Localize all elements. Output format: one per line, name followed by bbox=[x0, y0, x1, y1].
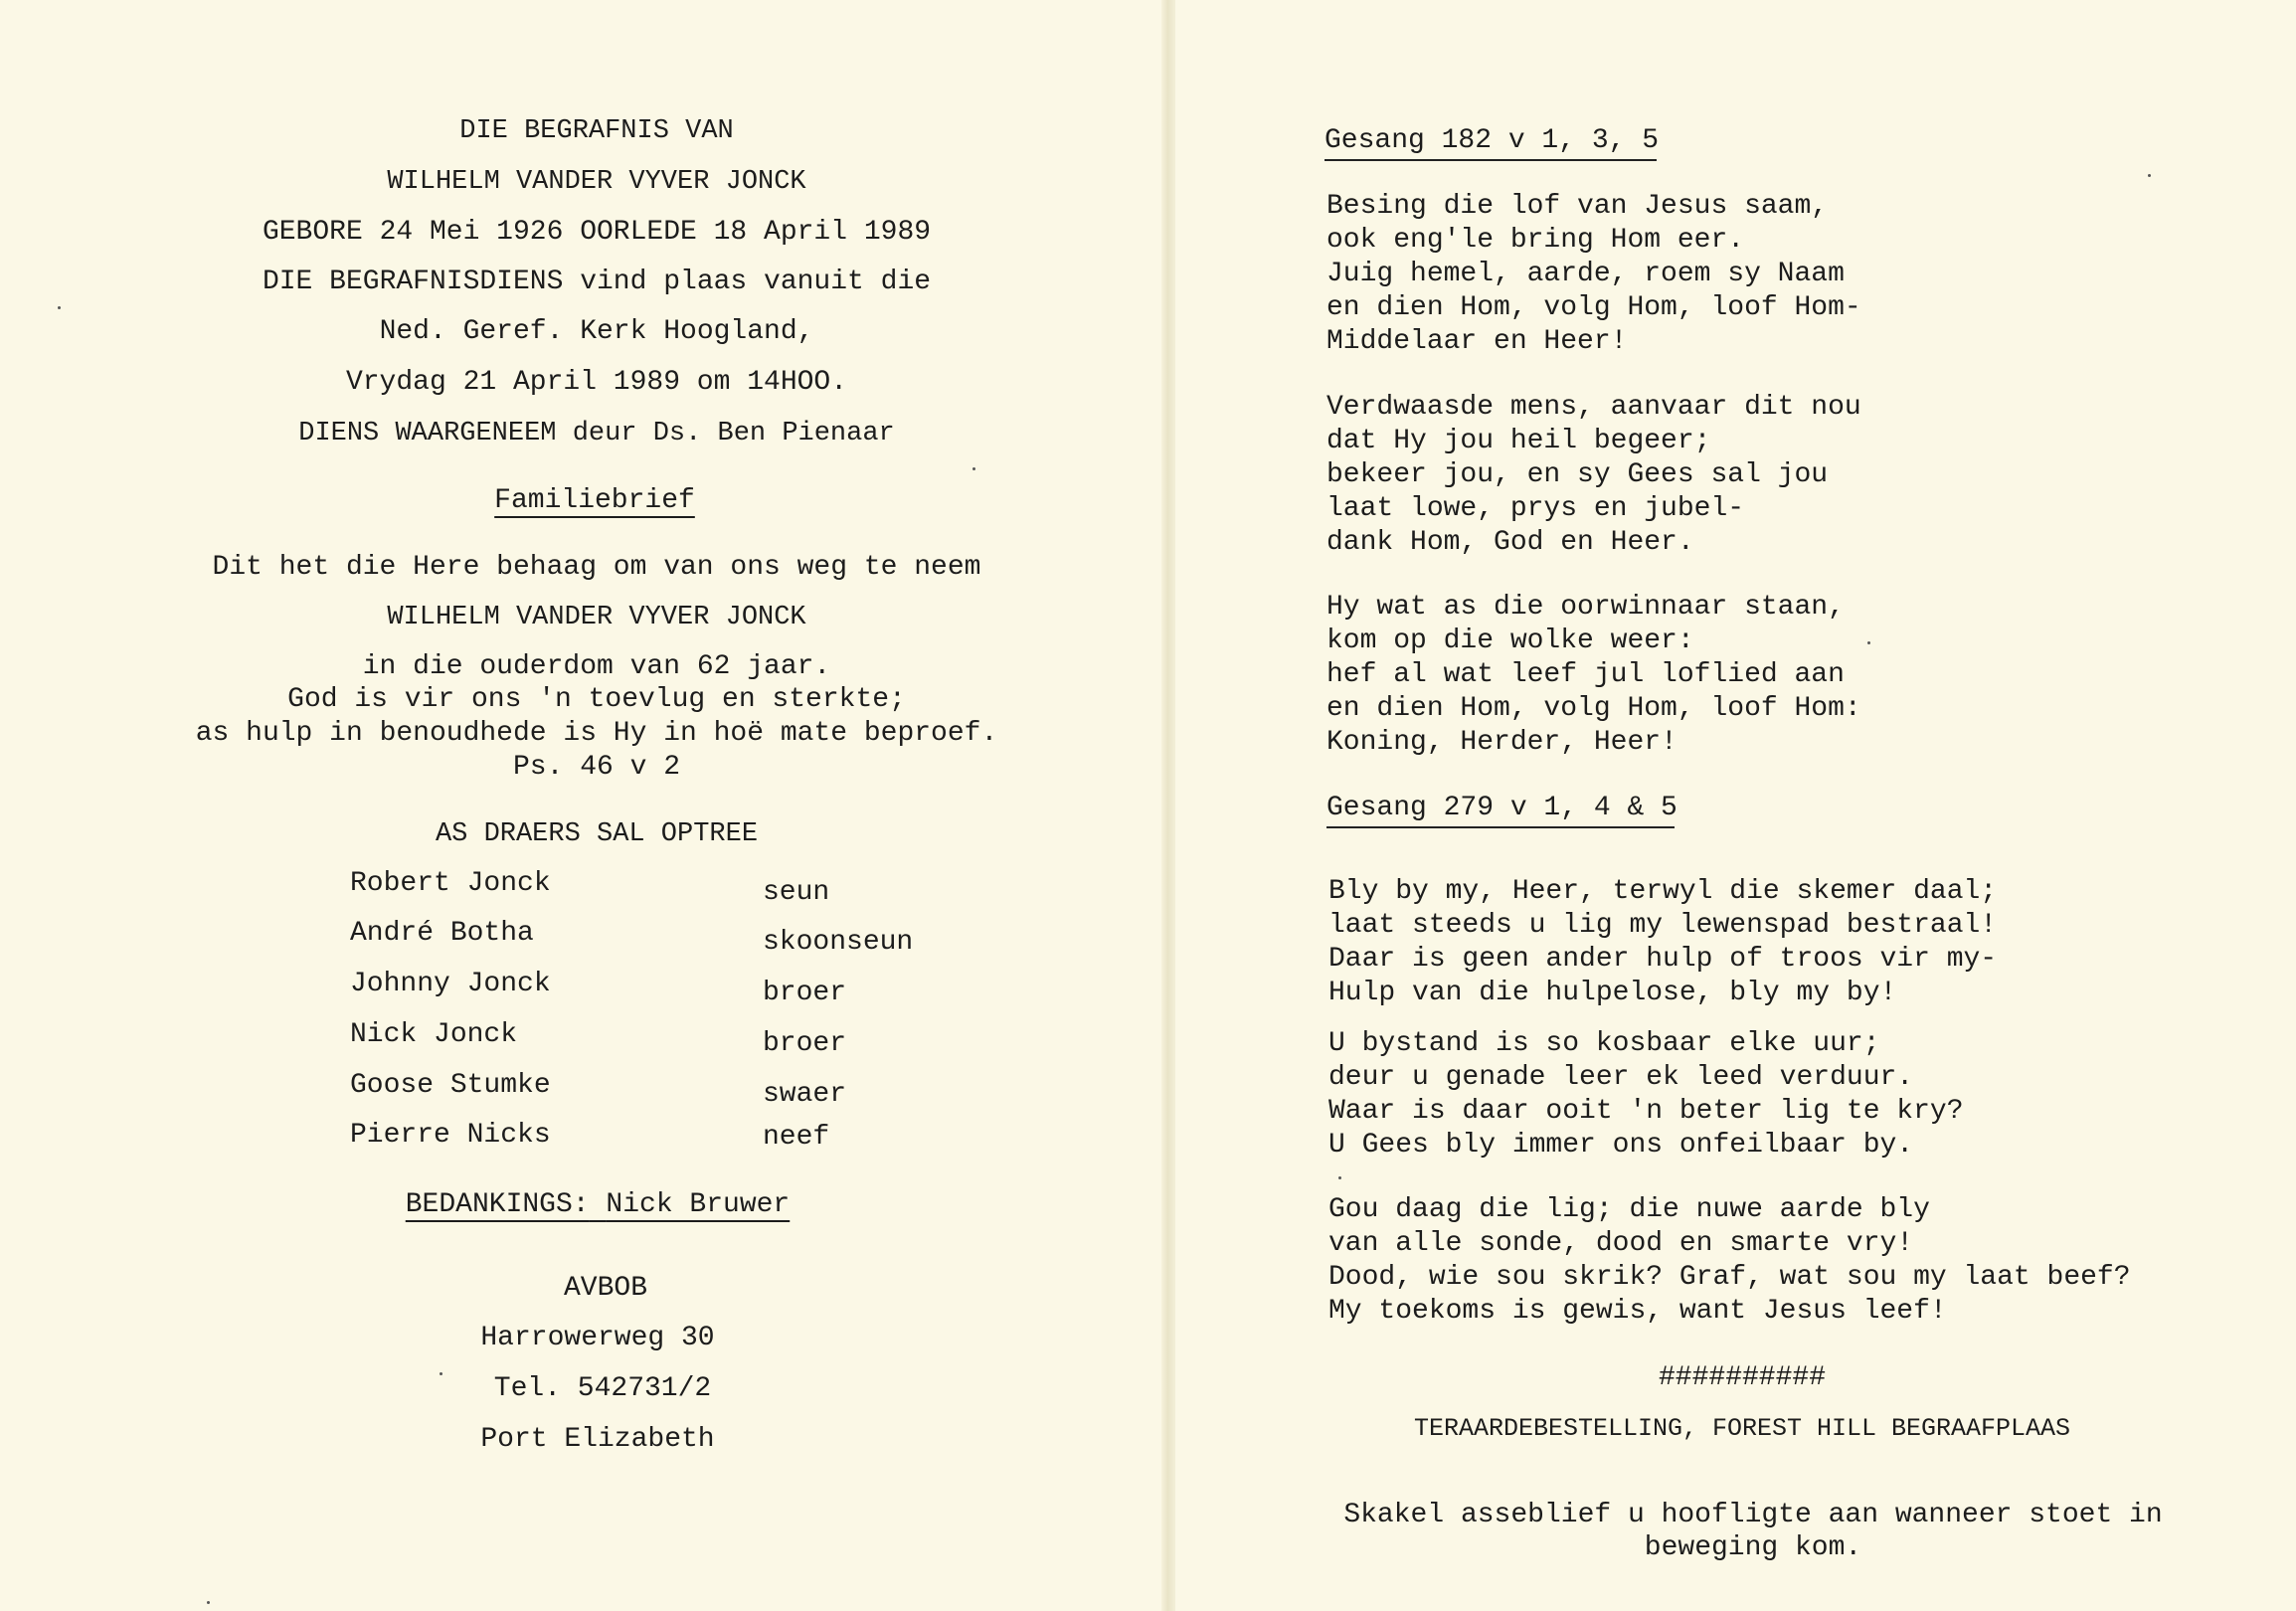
bearer-relation: neef bbox=[763, 1122, 830, 1153]
page-fold bbox=[1161, 0, 1175, 1611]
headlights-note-line-1: Skakel asseblief u hoofligte aan wanneer stoet in bbox=[1343, 1500, 2163, 1530]
bearer-relation: broer bbox=[763, 978, 847, 1008]
psalm-verse-line-1: God is vir ons 'n toevlug en sterkte; bbox=[287, 684, 906, 715]
bearer-relation: skoonseun bbox=[763, 927, 914, 958]
bearer-name: Robert Jonck bbox=[350, 868, 551, 899]
service-line-2: Ned. Geref. Kerk Hoogland, bbox=[379, 316, 814, 347]
service-line-3: Vrydag 21 April 1989 om 14HOO. bbox=[345, 367, 848, 398]
hymn-182-stanza-2: Verdwaasde mens, aanvaar dit nou dat Hy jou heil begeer; bekeer jou, en sy Gees sal jou laat lowe, prys en jubel- dank Hom, God en Heer. bbox=[1326, 392, 1861, 558]
paper-speck bbox=[207, 1601, 210, 1604]
hymn-182-underline bbox=[1325, 159, 1657, 161]
psalm-verse-line-2: as hulp in benoudhede is Hy in hoë mate beproef. bbox=[195, 718, 998, 749]
paper-speck bbox=[58, 306, 61, 309]
familiebrief-line-1: Dit het die Here behaag om van ons weg te neem bbox=[212, 552, 981, 583]
service-line-1: DIE BEGRAFNISDIENS vind plaas vanuit die bbox=[262, 267, 932, 297]
undertaker-city: Port Elizabeth bbox=[480, 1424, 715, 1455]
program-title: DIE BEGRAFNIS VAN bbox=[459, 116, 734, 146]
undertaker-address: Harrowerweg 30 bbox=[480, 1323, 715, 1353]
bearer-name: Goose Stumke bbox=[350, 1070, 551, 1101]
familiebrief-heading: Familiebrief bbox=[494, 485, 695, 516]
bearers-heading: AS DRAERS SAL OPTREE bbox=[435, 819, 759, 849]
hymn-279-underline bbox=[1326, 826, 1675, 828]
undertaker-phone: Tel. 542731/2 bbox=[493, 1373, 712, 1404]
separator-hashes: ########## bbox=[1658, 1362, 1827, 1393]
birth-death-dates: GEBORE 24 Mei 1926 OORLEDE 18 April 1989 bbox=[262, 217, 932, 248]
burial-location: TERAARDEBESTELLING, FOREST HILL BEGRAAFPLAAS bbox=[1413, 1414, 2071, 1443]
paper-speck bbox=[2148, 174, 2151, 177]
hymn-279-stanza-2: U bystand is so kosbaar elke uur; deur u genade leer ek leed verduur. Waar is daar ooit 'n beter lig te kry? U Gees bly immer ons onfeilbaar by. bbox=[1328, 1028, 1964, 1161]
familiebrief-age: in die ouderdom van 62 jaar. bbox=[362, 651, 831, 682]
bearer-name: Pierre Nicks bbox=[350, 1120, 551, 1151]
hymn-182-heading: Gesang 182 v 1, 3, 5 bbox=[1325, 125, 1660, 156]
paper-speck bbox=[1867, 641, 1870, 644]
undertaker-name: AVBOB bbox=[563, 1273, 648, 1304]
bearer-name: Johnny Jonck bbox=[350, 969, 551, 999]
bearer-name: André Botha bbox=[350, 918, 534, 949]
hymn-279-heading: Gesang 279 v 1, 4 & 5 bbox=[1326, 793, 1678, 823]
hymn-182-stanza-1: Besing die lof van Jesus saam, ook eng'le bring Hom eer. Juig hemel, aarde, roem sy Naam en dien Hom, volg Hom, loof Hom- Middelaar en Heer! bbox=[1326, 191, 1861, 357]
bearer-relation: broer bbox=[763, 1028, 847, 1059]
officiant: DIENS WAARGENEEM deur Ds. Ben Pienaar bbox=[298, 419, 895, 448]
deceased-name: WILHELM VANDER VYVER JONCK bbox=[387, 167, 806, 197]
hymn-279-stanza-3: Gou daag die lig; die nuwe aarde bly van alle sonde, dood en smarte vry! Dood, wie sou skrik? Graf, wat sou my laat beef? My toekoms is gewis, want Jesus leef! bbox=[1328, 1194, 2131, 1327]
thanks-line bbox=[406, 1189, 791, 1220]
bearer-relation: seun bbox=[763, 877, 830, 908]
familiebrief-name: WILHELM VANDER VYVER JONCK bbox=[387, 603, 806, 632]
hymn-182-stanza-3: Hy wat as die oorwinnaar staan, kom op die wolke weer: hef al wat leef jul loflied aan en dien Hom, volg Hom, loof Hom: Koning, Herder, Heer! bbox=[1326, 592, 1861, 758]
paper-speck bbox=[972, 467, 975, 470]
bearer-name: Nick Jonck bbox=[350, 1019, 518, 1050]
paper-speck bbox=[440, 1372, 442, 1375]
bearer-relation: swaer bbox=[763, 1079, 847, 1110]
paper-speck bbox=[1338, 1176, 1341, 1179]
hymn-279-stanza-1: Bly by my, Heer, terwyl die skemer daal; laat steeds u lig my lewenspad bestraal! Daar is geen ander hulp of troos vir my- Hulp van die hulpelose, bly my by! bbox=[1328, 876, 1998, 1008]
thanks-name: Nick Bruwer bbox=[606, 1189, 791, 1220]
headlights-note-line-2: beweging kom. bbox=[1644, 1532, 1862, 1563]
psalm-reference: Ps. 46 v 2 bbox=[512, 752, 681, 783]
thanks-label: BEDANKINGS: bbox=[405, 1189, 590, 1220]
